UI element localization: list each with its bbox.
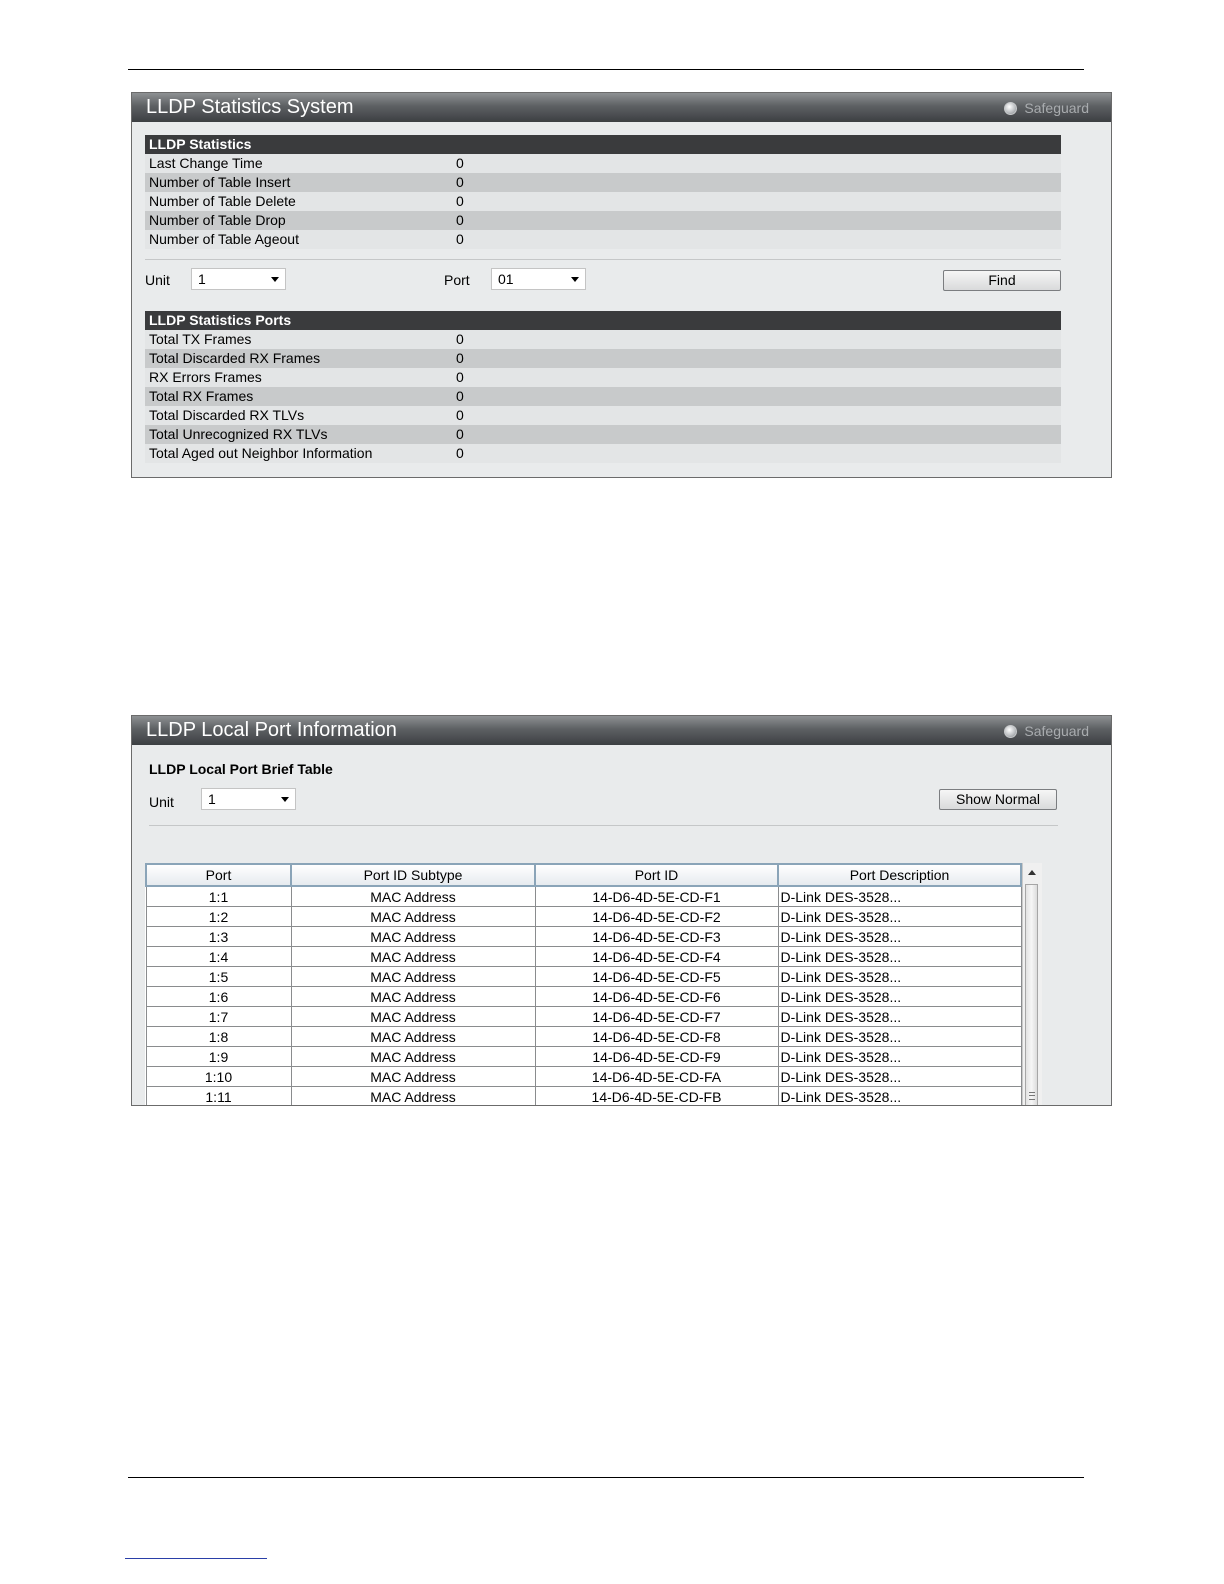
cell-port-description: D-Link DES-3528... <box>778 987 1021 1007</box>
safeguard-indicator <box>1004 100 1089 116</box>
cell-port-description: D-Link DES-3528... <box>778 1067 1021 1087</box>
stat-row <box>145 406 1061 425</box>
table-row <box>146 987 1021 1007</box>
cell-port: 1:9 <box>146 1047 291 1067</box>
table-row <box>146 1087 1021 1107</box>
table-row <box>146 1047 1021 1067</box>
chevron-down-icon <box>271 277 279 282</box>
cell-port-id-subtype: MAC Address <box>291 967 535 987</box>
panel-header <box>132 93 1111 122</box>
table-row <box>146 1027 1021 1047</box>
stat-row <box>145 154 1061 173</box>
stat-row <box>145 330 1061 349</box>
cell-port: 1:5 <box>146 967 291 987</box>
stat-value: 0 <box>456 407 464 423</box>
find-button[interactable]: Find <box>943 270 1061 291</box>
cell-port-id-subtype: MAC Address <box>291 927 535 947</box>
scroll-up-arrow-icon[interactable] <box>1028 870 1036 875</box>
show-normal-button[interactable]: Show Normal <box>939 789 1057 810</box>
unit-select-value: 1 <box>198 271 206 287</box>
cell-port-id: 14-D6-4D-5E-CD-F5 <box>535 967 778 987</box>
port-label: Port <box>444 272 470 288</box>
stat-label: Number of Table Drop <box>149 212 286 228</box>
scrollbar-grip-icon <box>1029 1092 1035 1100</box>
cell-port-id: 14-D6-4D-5E-CD-FA <box>535 1067 778 1087</box>
stat-label: Total Aged out Neighbor Information <box>149 445 373 461</box>
stat-row <box>145 173 1061 192</box>
unit-select[interactable] <box>191 268 286 290</box>
cell-port: 1:4 <box>146 947 291 967</box>
cell-port-id: 14-D6-4D-5E-CD-F7 <box>535 1007 778 1027</box>
unit-select-value: 1 <box>208 791 216 807</box>
table-row <box>146 947 1021 967</box>
cell-port-description: D-Link DES-3528... <box>778 1087 1021 1107</box>
cell-port-id: 14-D6-4D-5E-CD-F1 <box>535 886 778 907</box>
unit-select[interactable] <box>201 788 296 810</box>
safeguard-status-icon <box>1004 725 1017 738</box>
column-header-port-id-subtype[interactable]: Port ID Subtype <box>291 864 535 886</box>
stat-value: 0 <box>456 212 464 228</box>
table-row <box>146 927 1021 947</box>
stat-row <box>145 349 1061 368</box>
port-select-value: 01 <box>498 271 514 287</box>
cell-port-id: 14-D6-4D-5E-CD-F2 <box>535 907 778 927</box>
cell-port-description: D-Link DES-3528... <box>778 967 1021 987</box>
stat-label: Total Discarded RX TLVs <box>149 407 305 423</box>
table-row <box>146 1007 1021 1027</box>
stat-label: Total RX Frames <box>149 388 254 404</box>
local-port-brief-table <box>145 863 1022 1106</box>
divider <box>149 825 1058 826</box>
cell-port-id-subtype: MAC Address <box>291 1087 535 1107</box>
section-heading: LLDP Statistics Ports <box>145 311 1061 330</box>
cell-port: 1:11 <box>146 1087 291 1107</box>
table-row <box>146 907 1021 927</box>
cell-port-id: 14-D6-4D-5E-CD-F9 <box>535 1047 778 1067</box>
page-bottom-rule <box>128 1477 1084 1478</box>
column-header-port-description[interactable]: Port Description <box>778 864 1021 886</box>
stat-label: Total TX Frames <box>149 331 252 347</box>
cell-port: 1:8 <box>146 1027 291 1047</box>
chevron-down-icon <box>571 277 579 282</box>
stat-value: 0 <box>456 445 464 461</box>
stat-value: 0 <box>456 388 464 404</box>
cell-port: 1:7 <box>146 1007 291 1027</box>
stat-value: 0 <box>456 193 464 209</box>
cell-port-id-subtype: MAC Address <box>291 886 535 907</box>
safeguard-label: Safeguard <box>1024 100 1089 116</box>
stat-row <box>145 444 1061 463</box>
page-top-rule <box>128 69 1084 70</box>
cell-port-description: D-Link DES-3528... <box>778 1027 1021 1047</box>
cell-port-id: 14-D6-4D-5E-CD-F3 <box>535 927 778 947</box>
stat-row <box>145 211 1061 230</box>
stat-value: 0 <box>456 331 464 347</box>
cell-port: 1:6 <box>146 987 291 1007</box>
stat-label: Total Discarded RX Frames <box>149 350 321 366</box>
stat-row <box>145 192 1061 211</box>
stat-row <box>145 368 1061 387</box>
cell-port-id-subtype: MAC Address <box>291 1067 535 1087</box>
stat-label: Number of Table Delete <box>149 193 296 209</box>
unit-label: Unit <box>149 794 174 810</box>
stat-label: Number of Table Ageout <box>149 231 299 247</box>
cell-port-id: 14-D6-4D-5E-CD-F8 <box>535 1027 778 1047</box>
panel-header <box>132 716 1111 745</box>
port-select[interactable] <box>491 268 586 290</box>
stat-value: 0 <box>456 350 464 366</box>
table-scrollbar[interactable] <box>1022 863 1042 1106</box>
lldp-statistics-system-panel <box>131 92 1112 478</box>
stat-value: 0 <box>456 231 464 247</box>
stat-value: 0 <box>456 369 464 385</box>
cell-port-description: D-Link DES-3528... <box>778 927 1021 947</box>
table-row <box>146 967 1021 987</box>
stat-label: RX Errors Frames <box>149 369 262 385</box>
cell-port-description: D-Link DES-3528... <box>778 1007 1021 1027</box>
stat-value: 0 <box>456 426 464 442</box>
chevron-down-icon <box>281 797 289 802</box>
column-header-port-id[interactable]: Port ID <box>535 864 778 886</box>
lldp-statistics-section <box>145 135 1061 249</box>
stat-value: 0 <box>456 155 464 171</box>
cell-port: 1:2 <box>146 907 291 927</box>
cell-port-description: D-Link DES-3528... <box>778 907 1021 927</box>
table-row <box>146 886 1021 907</box>
cell-port: 1:10 <box>146 1067 291 1087</box>
cell-port: 1:3 <box>146 927 291 947</box>
cell-port-description: D-Link DES-3528... <box>778 1047 1021 1067</box>
table-row <box>146 1067 1021 1087</box>
stat-label: Total Unrecognized RX TLVs <box>149 426 328 442</box>
safeguard-indicator <box>1004 723 1089 739</box>
stat-row <box>145 230 1061 249</box>
safeguard-label: Safeguard <box>1024 723 1089 739</box>
cell-port: 1:1 <box>146 886 291 907</box>
unit-label: Unit <box>145 272 170 288</box>
cell-port-id-subtype: MAC Address <box>291 1047 535 1067</box>
panel-title: LLDP Local Port Information <box>146 719 397 741</box>
cell-port-id-subtype: MAC Address <box>291 1027 535 1047</box>
cell-port-id-subtype: MAC Address <box>291 947 535 967</box>
cell-port-id-subtype: MAC Address <box>291 987 535 1007</box>
table-header-row <box>146 864 1021 886</box>
lldp-statistics-ports-section <box>145 311 1061 463</box>
cell-port-description: D-Link DES-3528... <box>778 947 1021 967</box>
table-title: LLDP Local Port Brief Table <box>149 761 333 777</box>
scrollbar-thumb[interactable] <box>1025 884 1038 1106</box>
cell-port-id: 14-D6-4D-5E-CD-FB <box>535 1087 778 1107</box>
divider <box>145 259 1061 260</box>
panel-title: LLDP Statistics System <box>146 96 354 118</box>
stat-value: 0 <box>456 174 464 190</box>
stat-row <box>145 425 1061 444</box>
lldp-local-port-information-panel <box>131 715 1112 1106</box>
safeguard-status-icon <box>1004 102 1017 115</box>
section-heading: LLDP Statistics <box>145 135 1061 154</box>
column-header-port[interactable]: Port <box>146 864 291 886</box>
cell-port-id-subtype: MAC Address <box>291 907 535 927</box>
stat-label: Number of Table Insert <box>149 174 291 190</box>
cell-port-id: 14-D6-4D-5E-CD-F4 <box>535 947 778 967</box>
cell-port-id-subtype: MAC Address <box>291 1007 535 1027</box>
stat-row <box>145 387 1061 406</box>
footer-link-underline <box>125 1558 267 1559</box>
stat-label: Last Change Time <box>149 155 263 171</box>
cell-port-id: 14-D6-4D-5E-CD-F6 <box>535 987 778 1007</box>
cell-port-description: D-Link DES-3528... <box>778 886 1021 907</box>
